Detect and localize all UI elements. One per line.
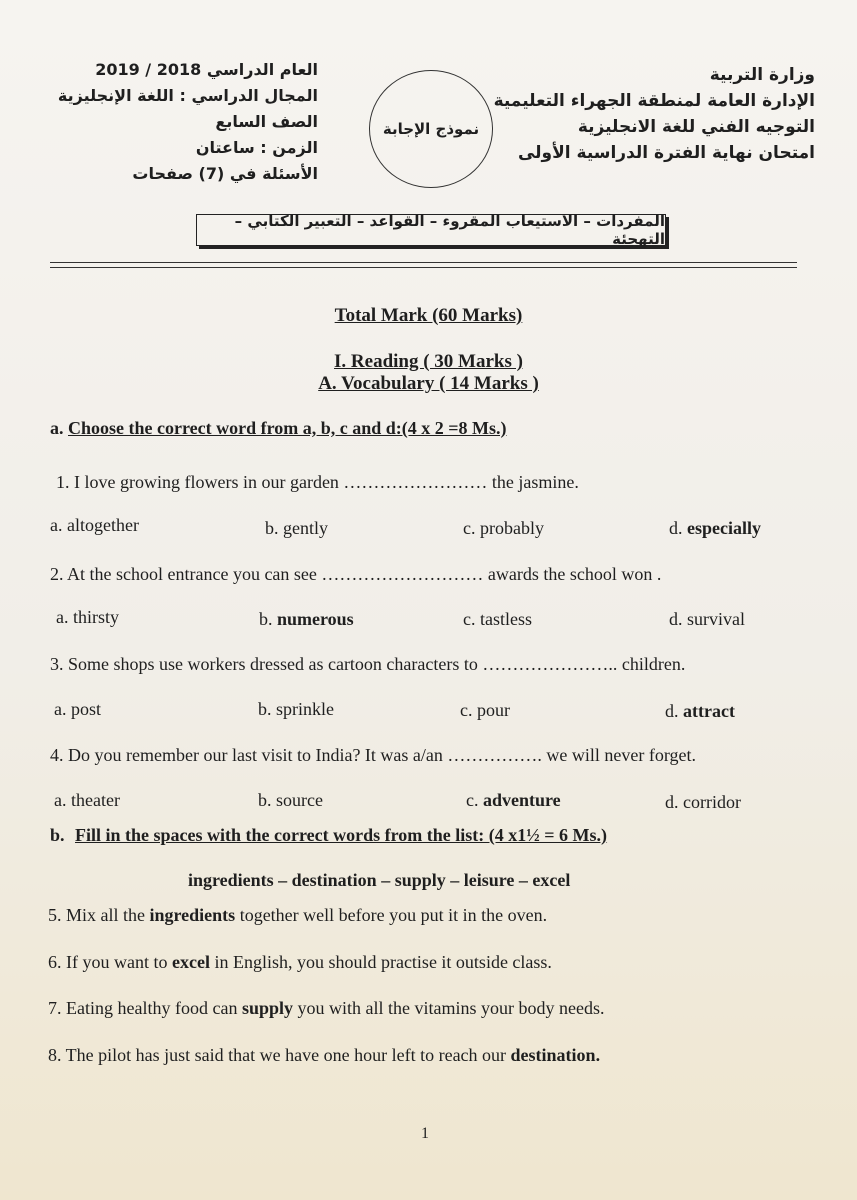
total-mark: Total Mark (60 Marks) bbox=[334, 305, 523, 326]
q3-option-d bbox=[665, 701, 735, 722]
part-b-label: b. bbox=[50, 825, 65, 845]
part-b-instruction-text: Fill in the spaces with the correct words from the list: (4 x1½ = 6 Ms.) bbox=[75, 825, 608, 845]
q1-answer: especially bbox=[687, 518, 761, 538]
divider-line-top bbox=[50, 262, 797, 263]
part-a-instruction bbox=[50, 418, 507, 439]
q1-option-c: c. probably bbox=[463, 518, 544, 538]
q2-option-d: d. survival bbox=[669, 609, 745, 629]
subjects-text: المفردات – الاستيعاب المقروء – القواعد – التعبير الكتابي – التهجئة bbox=[234, 212, 665, 248]
ministry-name: وزارة التربية bbox=[709, 65, 815, 85]
sentence-6 bbox=[48, 952, 552, 973]
sentence-5-end: together well before you put it in the oven. bbox=[235, 905, 548, 925]
question-1: 1. I love growing flowers in our garden …………………… the jasmine. bbox=[56, 472, 579, 492]
q3-option-b: b. sprinkle bbox=[258, 699, 334, 719]
grade: الصف السابع bbox=[215, 112, 318, 131]
sentence-8-answer: destination. bbox=[510, 1045, 601, 1065]
q3-option-d-letter: d. bbox=[665, 701, 679, 721]
q4-option-c-letter: c. bbox=[466, 790, 479, 810]
divider-line-bottom bbox=[50, 267, 797, 268]
sentence-7-end: you with all the vitamins your body needs. bbox=[293, 998, 605, 1018]
q4-option-d: d. corridor bbox=[665, 792, 741, 812]
q4-answer: adventure bbox=[483, 790, 561, 810]
q1-option-d-letter: d. bbox=[669, 518, 683, 538]
part-a-label: a. bbox=[50, 418, 64, 438]
q4-option-b: b. source bbox=[258, 790, 323, 810]
q3-option-a: a. post bbox=[54, 699, 101, 719]
supervision-name: التوجيه الفني للغة الانجليزية bbox=[577, 117, 815, 137]
sentence-5-answer: ingredients bbox=[149, 905, 236, 925]
duration: الزمن : ساعتان bbox=[195, 138, 318, 157]
page-number: 1 bbox=[421, 1125, 429, 1142]
part-b-instruction bbox=[50, 825, 607, 846]
q3-option-c: c. pour bbox=[460, 700, 510, 720]
sentence-6-start: 6. If you want to bbox=[48, 952, 172, 972]
q3-answer: attract bbox=[683, 701, 735, 721]
q1-option-d bbox=[669, 518, 761, 539]
word-list: ingredients – destination – supply – leisure – excel bbox=[188, 870, 571, 890]
reading-heading: I. Reading ( 30 Marks ) bbox=[334, 351, 523, 372]
question-2: 2. At the school entrance you can see ……………………… awards the school won . bbox=[50, 564, 662, 584]
sentence-8 bbox=[48, 1045, 600, 1066]
part-a-instruction-text: Choose the correct word from a, b, c and d:(4 x 2 =8 Ms.) bbox=[68, 418, 507, 438]
q2-option-b-letter: b. bbox=[259, 609, 273, 629]
question-3: 3. Some shops use workers dressed as cartoon characters to ………………….. children. bbox=[50, 654, 686, 674]
answer-key-stamp bbox=[369, 70, 493, 188]
directorate-name: الإدارة العامة لمنطقة الجهراء التعليمية bbox=[493, 91, 815, 111]
q2-option-c: c. tastless bbox=[463, 609, 532, 629]
question-4: 4. Do you remember our last visit to India? It was a/an ……………. we will never forget. bbox=[50, 745, 697, 765]
sentence-5 bbox=[48, 905, 547, 926]
sentence-5-start: 5. Mix all the bbox=[48, 905, 150, 925]
sentence-7-start: 7. Eating healthy food can bbox=[48, 998, 242, 1018]
exam-title: امتحان نهاية الفترة الدراسية الأولى bbox=[517, 143, 815, 163]
stamp-text: نموذج الإجابة bbox=[382, 120, 480, 138]
vocabulary-heading: A. Vocabulary ( 14 Marks ) bbox=[318, 373, 539, 394]
sentence-6-answer: excel bbox=[171, 952, 210, 972]
q1-option-a: a. altogether bbox=[50, 515, 139, 535]
q4-option-c bbox=[466, 790, 561, 811]
subject-field: المجال الدراسي : اللغة الإنجليزية bbox=[57, 86, 318, 105]
q1-option-b: b. gently bbox=[265, 518, 328, 538]
page-count: الأسئلة في (7) صفحات bbox=[132, 164, 318, 183]
sentence-7 bbox=[48, 998, 604, 1019]
subjects-box bbox=[196, 214, 666, 246]
sentence-8-start: 8. The pilot has just said that we have one hour left to reach our bbox=[48, 1045, 511, 1065]
sentence-6-end: in English, you should practise it outside class. bbox=[209, 952, 552, 972]
q2-answer: numerous bbox=[277, 609, 354, 629]
q2-option-b bbox=[259, 609, 354, 630]
sentence-7-answer: supply bbox=[241, 998, 293, 1018]
academic-year: العام الدراسي 2018 / 2019 bbox=[95, 60, 318, 79]
q2-option-a: a. thirsty bbox=[56, 607, 119, 627]
q4-option-a: a. theater bbox=[54, 790, 120, 810]
